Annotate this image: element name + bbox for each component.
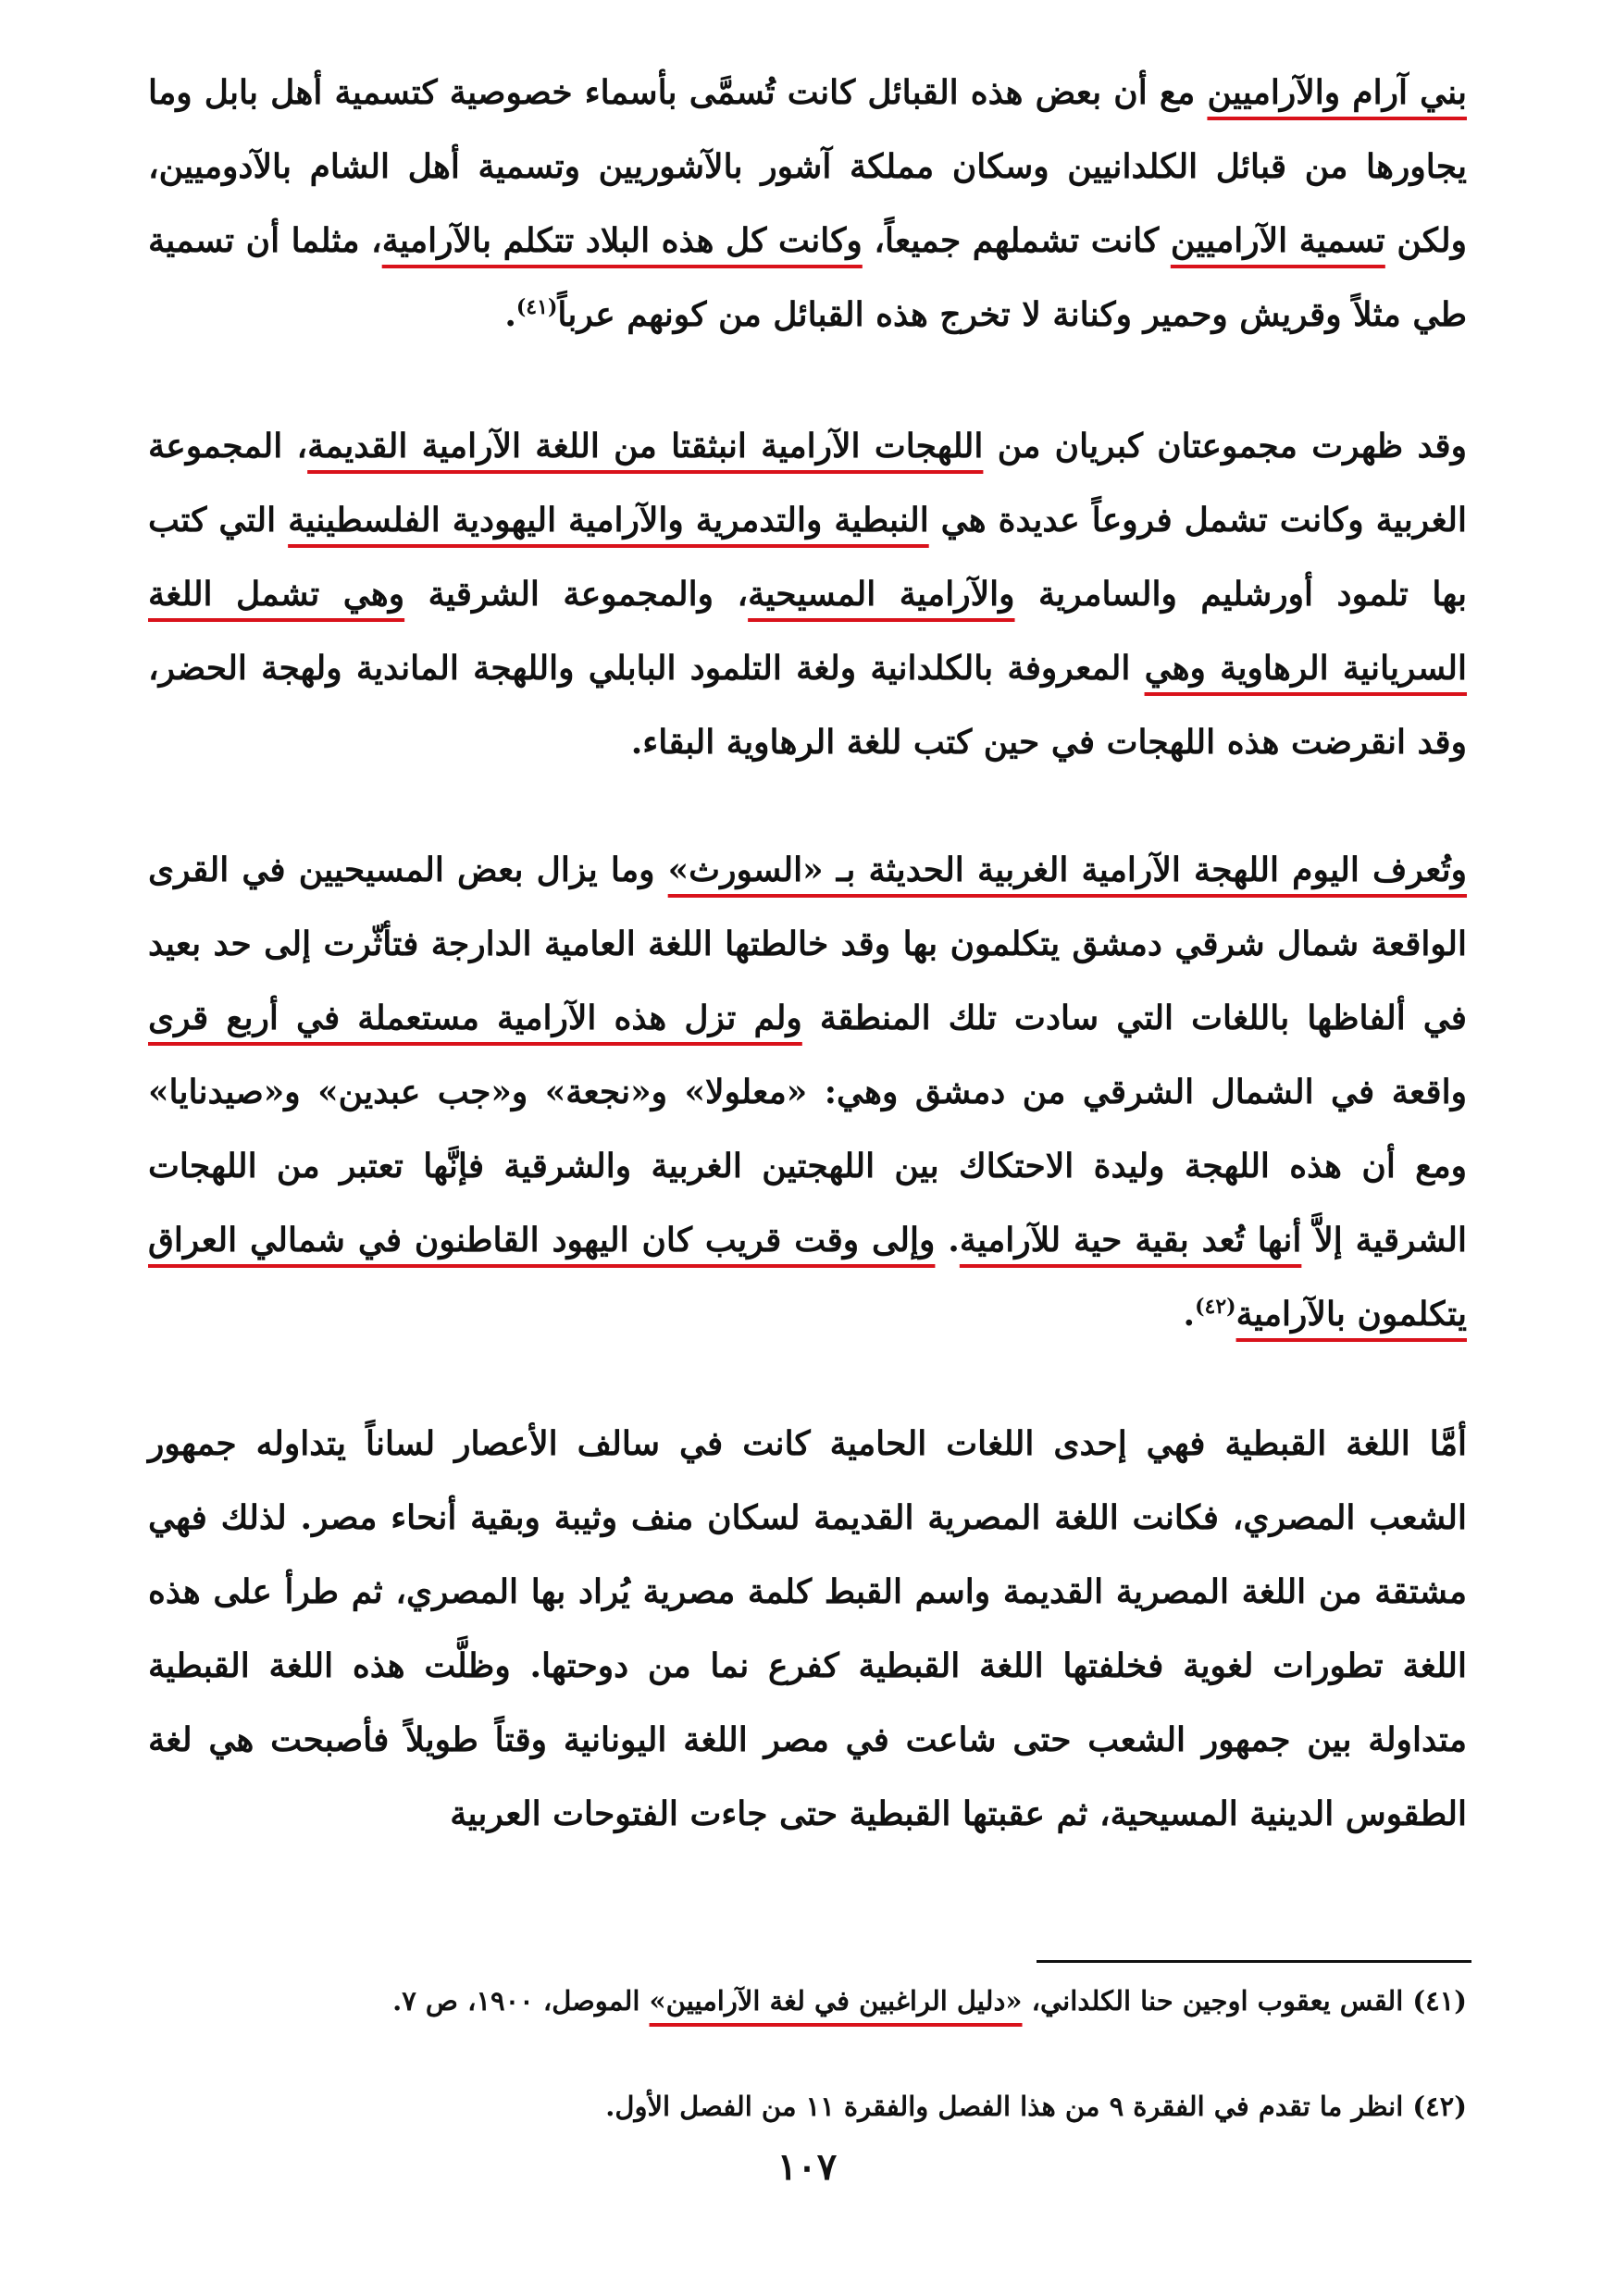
paragraph-western-neo-aramaic bbox=[148, 833, 1467, 1351]
text-run: (٤١) القس يعقوب اوجين حنا الكلداني، bbox=[1022, 1985, 1467, 2017]
underlined-text-run: بني آرام والآراميين bbox=[1207, 73, 1467, 112]
underlined-text-run: وإلى وقت قريب كان اليهود القاطنون في شمالي العراق يتكلمون بالآرامية bbox=[148, 1221, 1467, 1334]
text-run: (٤٢) انظر ما تقدم في الفقرة ٩ من هذا الفصل والفقرة ١١ من الفصل الأول. bbox=[605, 2091, 1467, 2122]
text-run: وقد ظهرت مجموعتان كبريان من bbox=[983, 427, 1467, 465]
underlined-text-run: النبطية والتدمرية والآرامية اليهودية الفلسطينية bbox=[288, 501, 929, 540]
underlined-text-run: وهي تشمل اللغة السريانية الرهاوية وهي bbox=[148, 575, 1468, 688]
footnote-reference: (٤٢) bbox=[1195, 1295, 1236, 1319]
text-run: الموصل، ١٩٠٠، ص ٧. bbox=[392, 1985, 650, 2017]
underlined-text-run: «دليل الراغبين في لغة الآراميين» bbox=[649, 1985, 1023, 2017]
text-run: . bbox=[504, 295, 516, 334]
paragraph-aramaic-dialect-groups bbox=[148, 409, 1467, 779]
underlined-text-run: والآرامية المسيحية bbox=[748, 575, 1015, 614]
paragraph-arameans-naming bbox=[148, 56, 1467, 352]
text-run: ، مثلما أن تسمية طي مثلاً وقريش وحمير وكنانة لا تخرج هذه القبائل من كونهم عرباً bbox=[148, 221, 1467, 334]
text-run: مع أن بعض هذه القبائل كانت تُسمَّى بأسماء خصوصية كتسمية أهل بابل وما يجاورها من قبائل الكلدانيين وسكان مملكة آشور بالآشوريين وتسمية أهل الشام بالآدوميين، ولكن bbox=[148, 73, 1468, 260]
footnote-divider bbox=[1037, 1960, 1471, 1963]
text-run: ، المجموعة الغربية وكانت تشمل فروعاً عديدة هي bbox=[148, 427, 1467, 540]
text-run: واقعة في الشمال الشرقي من دمشق وهي: «معلولا» و«نجعة» و«جب عبدين» و«صيدنايا» ومع أن هذه اللهجة وليدة الاحتكاك بين اللهجتين الغربية والشرقية فإنَّها تعتبر من اللهجات الشرقية إلاَّ bbox=[148, 1073, 1467, 1260]
text-run: كانت تشملهم جميعاً، bbox=[862, 221, 1171, 260]
paragraph-coptic-language bbox=[148, 1407, 1467, 1851]
text-run: . bbox=[935, 1221, 960, 1260]
text-run: أمَّا اللغة القبطية فهي إحدى اللغات الحامية كانت في سالف الأعصار لساناً يتداوله جمهور الشعب المصري، فكانت اللغة المصرية القديمة لسكان منف وثيبة وبقية أنحاء مصر. لذلك فهي مشتقة من اللغة المصرية القديمة واسم القبط كلمة مصرية يُراد بها المصري، ثم طرأ على هذه اللغة تطورات لغوية فخلفتها اللغة القبطية كفرع نما من دوحتها. وظلَّت هذه اللغة القبطية متداولة بين جمهور الشعب حتى شاعت في مصر اللغة اليونانية وقتاً طويلاً فأصبحت هي لغة الطقوس الدينية المسيحية، ثم عقبتها القبطية حتى جاءت الفتوحات العربية bbox=[148, 1424, 1467, 1833]
underlined-text-run: وتُعرف اليوم اللهجة الآرامية الغربية الحديثة بـ «السورث» bbox=[667, 850, 1468, 889]
footnote-41 bbox=[148, 1971, 1467, 2030]
text-run: وما يزال بعض المسيحيين في القرى الواقعة شمال شرقي دمشق يتكلمون بها وقد خالطتها اللغة العامية الدارجة فتأثّرت إلى حد بعيد في ألفاظها باللغات التي سادت تلك المنطقة bbox=[148, 850, 1468, 1037]
text-run: التي كتب بها تلمود أورشليم والسامرية bbox=[148, 501, 1467, 614]
underlined-text-run: تسمية الآراميين bbox=[1170, 221, 1385, 260]
underlined-text-run: اللهجات الآرامية انبثقتا من اللغة الآرامية القديمة bbox=[307, 427, 984, 465]
underlined-text-run: ولم تزل هذه الآرامية مستعملة في أربع قرى bbox=[148, 999, 802, 1037]
text-run: المعروفة بالكلدانية ولغة التلمود البابلي واللهجة الماندية ولهجة الحضر، وقد انقرضت هذه اللهجات في حين كتب للغة الرهاوية البقاء. bbox=[148, 649, 1467, 762]
footnote-reference: (٤١) bbox=[515, 295, 558, 319]
text-run: ، والمجموعة الشرقية bbox=[404, 575, 749, 614]
page-number: ١٠٧ bbox=[776, 2145, 838, 2189]
underlined-text-run: أنها تُعد بقية حية للآرامية bbox=[959, 1221, 1302, 1260]
footnote-42 bbox=[148, 2077, 1467, 2136]
underlined-text-run: وكانت كل هذه البلاد تتكلم بالآرامية bbox=[381, 221, 863, 260]
text-run: . bbox=[1183, 1295, 1196, 1334]
